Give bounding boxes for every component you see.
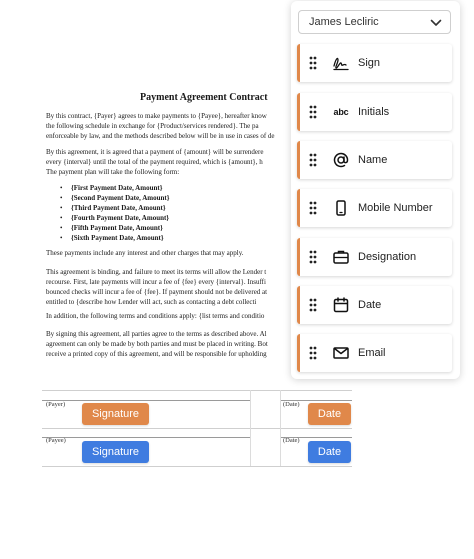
text-line: In addition, the following terms and conditions apply: {list terms and conditio	[46, 312, 265, 320]
field-label: Date	[358, 299, 382, 311]
date-label: (Date)	[283, 401, 300, 408]
text-line: recourse. First, late payments will incur a fee of {fee} every {interval}. Insuffi	[46, 278, 266, 286]
field-item-designation[interactable]	[297, 238, 452, 276]
field-item-sign[interactable]	[297, 44, 452, 82]
signature-icon	[332, 54, 350, 72]
text-line: By this contract, {Payer} agrees to make payments to {Payee}, hereafter know	[46, 112, 267, 120]
text-line: By this agreement, it is agreed that a payment of {amount} will be surrendere	[46, 148, 264, 156]
drag-handle-icon[interactable]	[309, 201, 317, 215]
signature-line	[42, 437, 250, 438]
text-line: agreement can only be made by both parties and must be placed in writing. Bot	[46, 340, 268, 348]
at-sign-icon	[332, 151, 350, 169]
document-title: Payment Agreement Contract	[140, 92, 268, 103]
text-line: enforceable by law, and the methods described below will be in use in cases of de	[46, 132, 275, 140]
payee-date-field[interactable]: Date	[308, 441, 351, 463]
envelope-icon	[332, 344, 350, 362]
payer-signature-field[interactable]: Signature	[82, 403, 149, 425]
drag-handle-icon[interactable]	[309, 105, 317, 119]
list-item: • {First Payment Date, Amount}	[60, 183, 169, 193]
payee-signature-field[interactable]: Signature	[82, 441, 149, 463]
mobile-phone-icon	[332, 199, 350, 217]
column-divider	[250, 390, 251, 466]
paragraph-payment-terms	[46, 147, 296, 177]
abc-icon	[332, 103, 350, 121]
field-label: Name	[358, 154, 388, 166]
date-label: (Date)	[283, 437, 300, 444]
chevron-down-icon	[430, 17, 442, 29]
field-panel	[291, 1, 460, 379]
field-item-email[interactable]	[297, 334, 452, 372]
divider	[42, 428, 352, 429]
briefcase-icon	[332, 248, 350, 266]
payer-date-field[interactable]: Date	[308, 403, 351, 425]
signer-dropdown[interactable]	[298, 10, 451, 34]
drag-handle-icon[interactable]	[309, 298, 317, 312]
divider	[42, 390, 352, 391]
paragraph-charges	[46, 248, 296, 258]
payer-label: (Payer)	[46, 401, 66, 408]
paragraph-penalties	[46, 267, 296, 307]
field-item-initials[interactable]	[297, 93, 452, 131]
paragraph-intro	[46, 111, 296, 141]
field-item-name[interactable]	[297, 141, 452, 179]
drag-handle-icon[interactable]	[309, 250, 317, 264]
abc-icon-text: abc	[333, 107, 349, 117]
signature-line	[42, 400, 250, 401]
drag-handle-icon[interactable]	[309, 346, 317, 360]
signer-name: James Lecliric	[309, 16, 379, 28]
text-line: This agreement is binding, and failure to meet its terms will allow the Lender t	[46, 268, 267, 276]
payee-label: (Payee)	[46, 437, 66, 444]
divider	[42, 466, 352, 467]
text-line: entitled to {describe how Lender will act, such as contacting a debt collecti	[46, 298, 257, 306]
text-line: These payments include any interest and other charges that may apply.	[46, 249, 244, 257]
text-line: every {interval} until the total of the payment required, which is {amount}, h	[46, 158, 263, 166]
list-item: • {Third Payment Date, Amount}	[60, 203, 169, 213]
drag-handle-icon[interactable]	[309, 153, 317, 167]
drag-handle-icon[interactable]	[309, 56, 317, 70]
column-divider	[280, 390, 281, 466]
list-item: • {Sixth Payment Date, Amount}	[60, 233, 169, 243]
field-label: Email	[358, 347, 386, 359]
text-line: The payment plan will take the following form:	[46, 168, 180, 176]
list-item: • {Fourth Payment Date, Amount}	[60, 213, 169, 223]
payment-schedule-list	[60, 183, 169, 243]
field-item-date[interactable]	[297, 286, 452, 324]
text-line: bounced checks will incur a fee of {fee}. If payment should not be delivered at	[46, 288, 268, 296]
list-item: • {Second Payment Date, Amount}	[60, 193, 169, 203]
list-item: • {Fifth Payment Date, Amount}	[60, 223, 169, 233]
field-label: Designation	[358, 251, 417, 263]
paragraph-conditions	[46, 311, 296, 321]
text-line: the following schedule in exchange for {Product/services rendered}. The pa	[46, 122, 259, 130]
field-item-mobile-number[interactable]	[297, 189, 452, 227]
field-label: Sign	[358, 57, 381, 69]
text-line: By signing this agreement, all parties agree to the terms as described above. Al	[46, 330, 267, 338]
field-label: Initials	[358, 106, 390, 118]
calendar-icon	[332, 296, 350, 314]
field-label: Mobile Number	[358, 202, 433, 214]
paragraph-signing	[46, 329, 296, 359]
text-line: receive a printed copy of this agreement, and will be responsible for upholding	[46, 350, 267, 358]
